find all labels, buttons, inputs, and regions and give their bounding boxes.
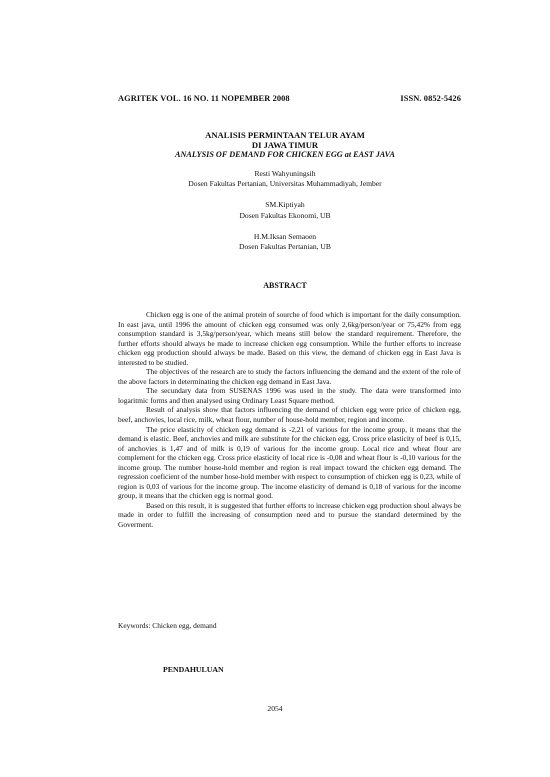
section-heading: PENDAHULUAN [163,665,224,674]
abstract-paragraph: Chicken egg is one of the animal protein of sourche of food which is important for the daily consumption. In east java, until 1996 the amount of chicken egg consumed was only 2,6kg/person/year or 75,42% from egg consumption standard is 3,5kg/person/year, which means still below the standard requirement. Therefore, the further efforts should always be made to increase chicken egg consumption. While the further efforts to increase chicken egg production should always be made. Based on this view, the demand of chicken egg in East Java is interested to be studied. [118,310,461,367]
paper-title-line-1: ANALISIS PERMINTAAN TELUR AYAM [205,130,365,140]
abstract-paragraph: The price elasticity of chicken egg demand is -2,21 of various for the income group, it means that the demand is elastic. Beef, anchovies and milk are substitute for the chicken egg. Cross price elasticity of beef is 0,15, of anchovies is 1,47 and of milk is 0,19 of various for the income group. Local rice and wheat flour are complement for the chicken egg. Cross price elasticity of local rice is -0,08 and wheat flour is -0,10 various for the income group. The number house-hold member and region is real impact toward the chicken egg demand. The regression coeficient of the number hose-hold member with respect to consumption of chicken egg is 0,23, while of region is 0,03 of various for the income group. The income elasticity of demand is 0,18 of various for the income group, it means that the chicken egg is normal good. [118,424,461,501]
running-header [118,94,461,103]
title-block [110,130,460,160]
abstract-body [118,310,461,530]
author-2 [110,200,460,221]
abstract-paragraph: Based on this result, it is suggested that further efforts to increase chicken egg production shoul always be made in order to fulfill the increasing of consumption need and to pursue the standard determined by the Goverment. [118,500,461,530]
abstract-paragraph: The objectives of the research are to study the factors influencing the demand and the extent of the role of the above factors in determinating the chicken egg demand in East Java. [118,367,461,386]
author-3 [110,232,460,253]
author-name: H.M.Iksan Semaoen [253,231,317,241]
abstract-paragraph: The secundary data from SUSENAS 1996 was used in the study. The data were transformed into logaritmic forms and then analysed using Ordinary Least Square method. [118,386,461,405]
paper-title-english: ANALYSIS OF DEMAND FOR CHICKEN EGG at EAST JAVA [175,150,395,160]
author-name: SM.Kiptiyah [265,200,305,210]
paper-title-line-2: DI JAWA TIMUR [251,140,319,151]
journal-info: AGRITEK VOL. 16 NO. 11 NOPEMBER 2008 [118,94,290,103]
issn: ISSN. 0852-5426 [400,94,461,103]
author-name: Resti Wahyuningsih [254,169,316,178]
abstract-paragraph: Result of analysis show that factors influencing the demand of chicken egg were price of chicken egg, beef, anchovies, local rice, milk, wheat flour, number of house-hold member, region and income. [118,405,461,425]
author-1 [110,169,460,190]
keywords: Keywords: Chicken egg, demand [118,621,217,630]
author-list [110,169,460,263]
author-affiliation: Dosen Fakultas Pertanian, UB [239,242,331,252]
author-affiliation: Dosen Fakultas Pertanian, Universitas Muhammadiyah, Jember [188,179,382,189]
page-number: 2054 [267,704,283,713]
author-affiliation: Dosen Fakultas Ekonomi, UB [239,210,331,220]
abstract-heading: ABSTRACT [263,281,307,290]
